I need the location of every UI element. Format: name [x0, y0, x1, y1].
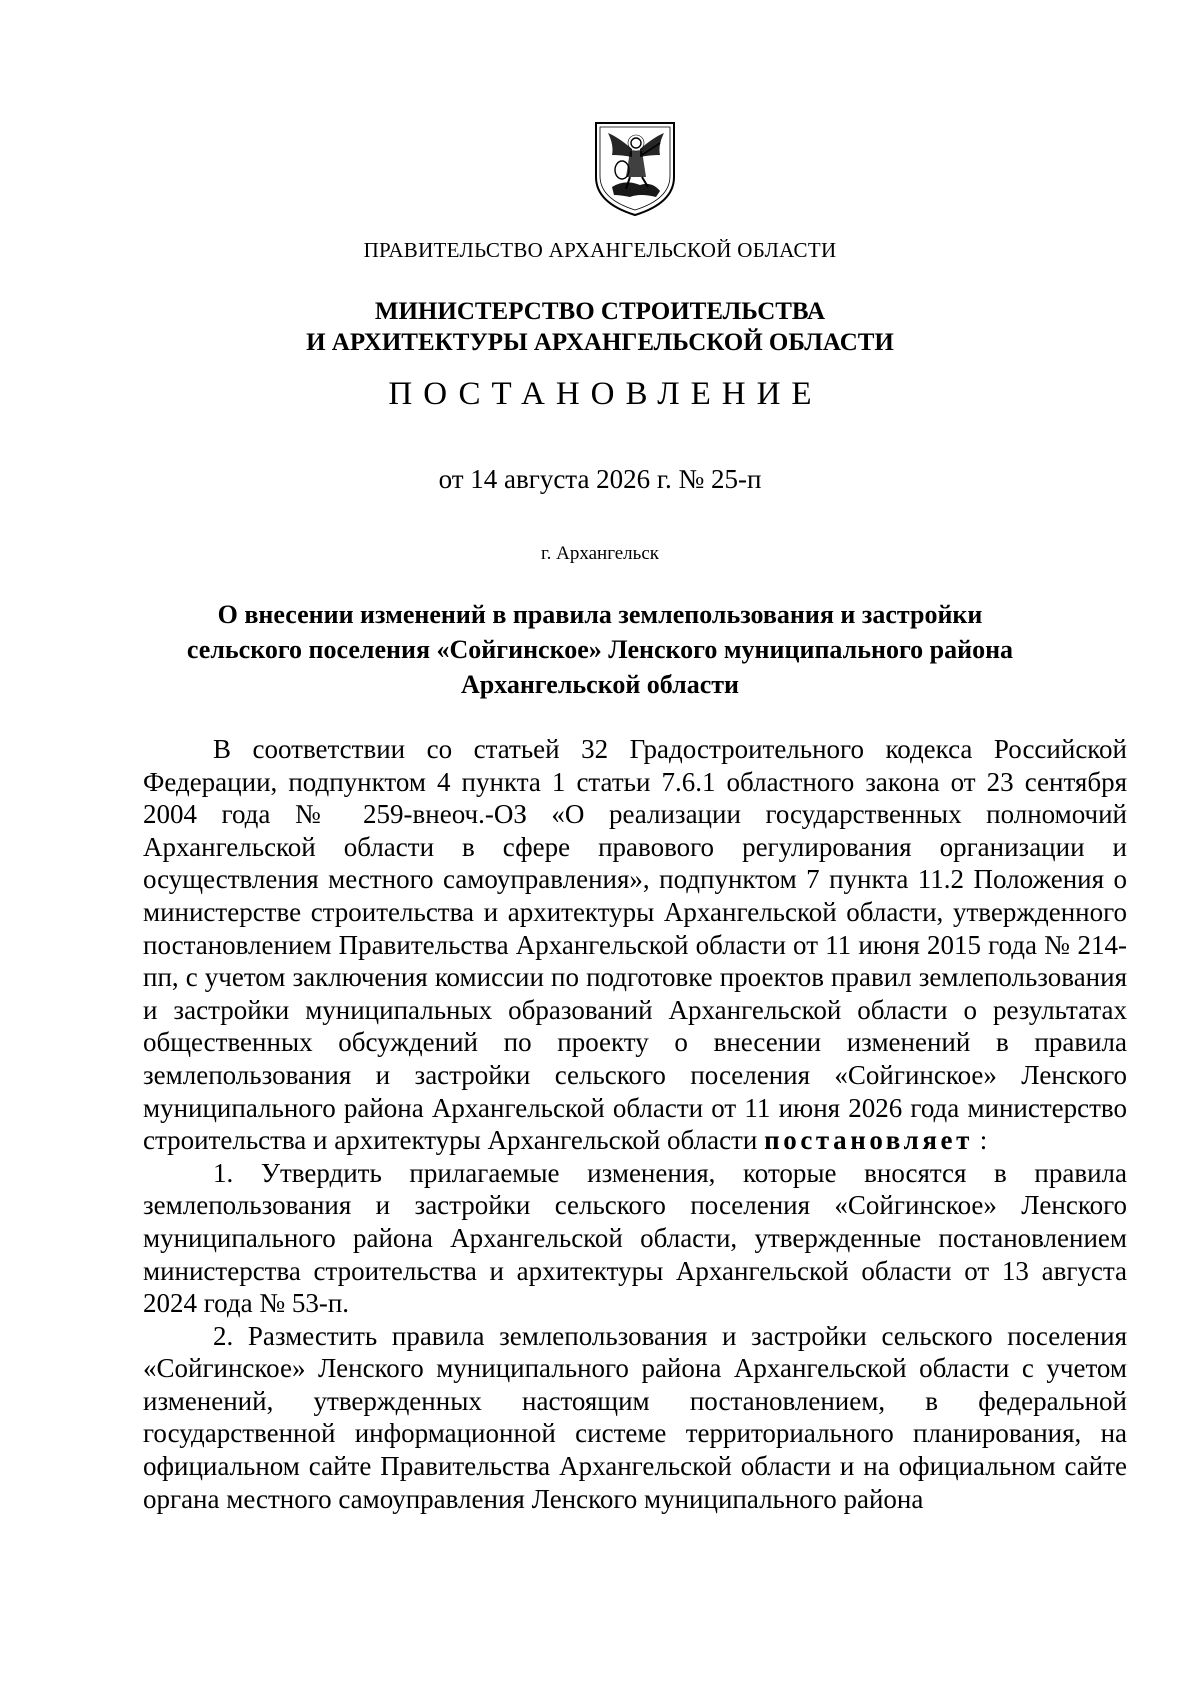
- document-type: ПОСТАНОВЛЕНИЕ: [388, 376, 823, 412]
- ministry-name: [0, 296, 1200, 358]
- document-title-line3: Архангельской области: [460, 670, 740, 699]
- ministry-name-line2: И АРХИТЕКТУРЫ АРХАНГЕЛЬСКОЙ ОБЛАСТИ: [306, 329, 894, 356]
- government-name: ПРАВИТЕЛЬСТВО АРХАНГЕЛЬСКОЙ ОБЛАСТИ: [363, 238, 837, 262]
- document-city: г. Архангельск: [540, 543, 659, 564]
- document-title-line1: О внесении изменений в правила землепользования и застройки: [217, 600, 983, 629]
- document-body: [143, 733, 1127, 1515]
- document-title: [0, 597, 1200, 702]
- decrees-colon: :: [973, 1125, 988, 1156]
- coat-of-arms-emblem: [590, 115, 680, 220]
- ministry-name-line1: МИНИСТЕРСТВО СТРОИТЕЛЬСТВА: [374, 298, 826, 325]
- preamble-text: В соответствии со статьей 32 Градостроительного кодекса Российской Федерации, подпунктом 4 пункта 1 статьи 7.6.1 областного закона от 23 сентября 2004 года № 259-внеоч.-ОЗ «О реализации государственных полномочий Архангельской области в сфере правового регулирования организации и осуществления местного самоуправления», подпунктом 7 пункта 11.2 Положения о министерстве строительства и архитектуры Архангельской области, утвержденного постановлением Правительства Архангельской области от 11 июня 2015 года № 214-пп, с учетом заключения комиссии по подготовке проектов правил землепользования и застройки муниципальных образований Архангельской области о результатах общественных обсуждений по проекту о внесении изменений в правила землепользования и застройки сельского поселения «Сойгинское» Ленского муниципального района Архангельской области от 11 июня 2026 года министерство строительства и архитектуры Архангельской области: [143, 734, 1127, 1156]
- document-date-number: от 14 августа 2026 г. № 25-п: [438, 464, 762, 494]
- item-1-paragraph: 1. Утвердить прилагаемые изменения, которые вносятся в правила землепользования и застройки сельского поселения «Сойгинское» Ленского муниципального района Архангельской области, утвержденные постановлением министерства строительства и архитектуры Архангельской области от 13 августа 2024 года № 53-п.: [143, 1157, 1127, 1319]
- preamble-paragraph: [143, 733, 1127, 1157]
- item-2-paragraph: 2. Разместить правила землепользования и застройки сельского поселения «Сойгинское» Ленского муниципального района Архангельской области с учетом изменений, утвержденных настоящим постановлением, в федеральной государственной информационной системе территориального планирования, на официальном сайте Правительства Архангельской области и на официальном сайте органа местного самоуправления Ленского муниципального района: [143, 1320, 1127, 1514]
- decrees-word: постановляет: [764, 1125, 974, 1156]
- document-title-line2: сельского поселения «Сойгинское» Ленского муниципального района: [186, 635, 1014, 664]
